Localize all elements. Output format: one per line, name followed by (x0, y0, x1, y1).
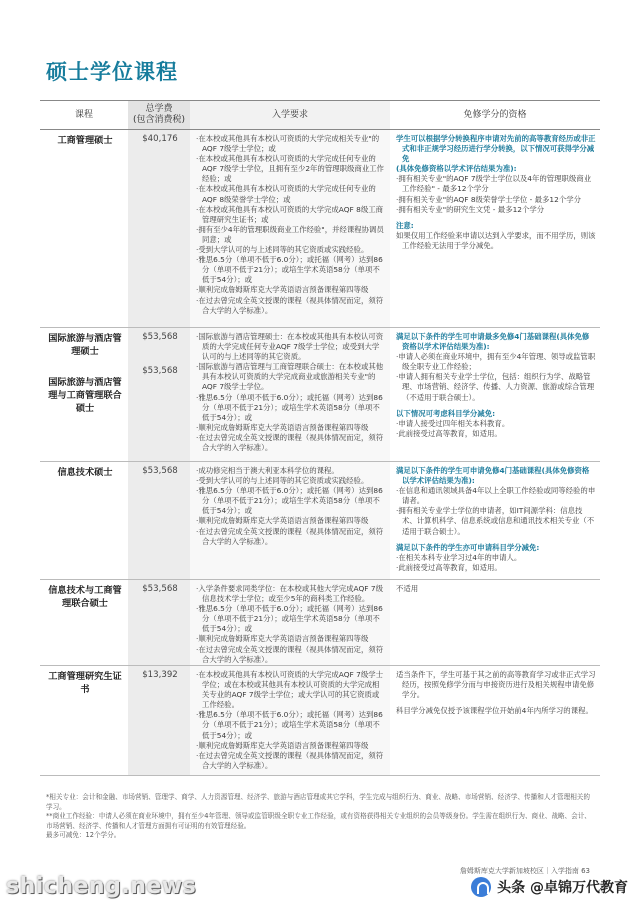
requirements-cell (190, 666, 390, 775)
exemption-heading: 注意: (396, 220, 414, 230)
course-name: 信息技术硕士 (57, 467, 113, 478)
fee-value: $53,568 (142, 332, 178, 342)
requirements-cell (190, 580, 390, 665)
footnotes (46, 793, 594, 841)
course-name-secondary: 国际旅游与酒店管理与工商管理联合硕士 (48, 377, 122, 414)
requirement-item: ·雅思6.5分（单项不低于6.0分）；或托福（网考）达到86分（单项不低于21分）；或培生学术英语58分（单项不低于54分）；或 (196, 486, 383, 516)
exemption-item: ·申请人必须在商业环境中，拥有至少4年管理、领导或监管职级全职专业工作经验； (396, 352, 596, 372)
requirement-item: ·在过去曾完成全英文授课的课程（视具体情况而定，须符合大学的入学标准）。 (196, 432, 384, 453)
header-fee: 总学费 (包含消费税) (128, 101, 190, 129)
exemptions-cell (390, 328, 600, 461)
table-row (40, 328, 600, 462)
requirement-item: ·在过去曾完成全英文授课的课程（视具体情况而定，须符合大学的入学标准）。 (196, 526, 384, 546)
exemptions-cell (390, 666, 600, 775)
exemptions-cell (390, 580, 600, 665)
header-exemptions: 免修学分的资格 (463, 109, 527, 120)
requirement-item: ·受到大学认可的与上述同等的其它资质或实践经验。 (196, 245, 369, 255)
page-title: 硕士学位课程 (46, 60, 178, 84)
requirement-item: ·在本校或其他具有本校认可资质的大学完成AQF 7级学士学位；或在本校或其他具有本校认可资质的大学完成相关专业的AQF 7级学士学位；或大学认可的其它资质或工作经验。 (196, 670, 383, 710)
header-course: 课程 (74, 109, 93, 120)
requirement-item: ·在过去曾完成全英文授课的课程（视具体情况而定，须符合大学的入学标准）。 (196, 295, 384, 315)
table-row (40, 130, 600, 328)
requirements-cell (190, 328, 390, 461)
fee-cell (128, 462, 190, 579)
table-row (40, 462, 600, 580)
requirement-item: ·顺利完成詹姆斯库克大学英语语言预备课程第四等级 (196, 740, 369, 750)
requirement-item: ·顺利完成詹姆斯库克大学英语语言预备课程第四等级 (196, 634, 369, 644)
exemption-item: ·申请人拥有相关专业学士学位，包括：组织行为学、战略管理、市场营销、经济学、传播、人力资源、旅游或综合管理（不适用于联合硕士）。 (396, 372, 595, 402)
exemption-item: 适当条件下，学生可基于其之前的高等教育学习或非正式学习经历，按照免修学分而与申接资历进行及相关规程申请免修学分。 (396, 670, 596, 700)
requirement-item: ·国际旅游与酒店管理与工商管理联合硕士：在本校或其他具有本校认可资质的大学完成商业或旅游相关专业"的AQF 7级学士学位。 (196, 362, 384, 392)
course-name: 工商管理研究生证书 (48, 671, 122, 695)
exemption-heading: 满足以下条件的学生可申请免修4门基础课程(具体免修资格以学术评估结果为准): (396, 466, 590, 486)
requirement-item: ·入学条件要求同类学位：在本校或其他大学完成AQF 7级信息技术学士学位；或至少5年的商科类工作经验。 (196, 584, 383, 604)
footnote-2: **商业工作经验：申请人必须在商业环境中，拥有至少4年管理、领导或监管职级全职专业工作经验，或有资格获得相关专业组织的会员等级身份。学生需在组织行为、商业、战略、会计、市场营销、经济学、传播和人才管理方面拥有可证明的有效管理经验。 (46, 812, 591, 830)
footnote-3: 最多可减免：12个学分。 (46, 831, 121, 840)
header-requirements: 入学要求 (190, 101, 390, 129)
page-footer: 詹姆斯库克大学新加坡校区｜入学指南 63 (459, 867, 590, 875)
exemption-heading: 以下情况可考虑科目学分减免: (396, 408, 496, 418)
requirement-item: ·在本校或其他具有本校认可资质的大学完成任何专业的AQF 8级荣誉学士学位；或 (196, 184, 376, 204)
requirement-item: ·顺利完成詹姆斯库克大学英语语言预备课程第四等级 (196, 422, 369, 432)
fee-cell (128, 130, 190, 327)
fee-cell (128, 328, 190, 461)
exemptions-cell (390, 462, 600, 579)
requirement-item: ·拥有至少4年的管理职级商业工作经验"，并经课程协调员同意；或 (196, 224, 384, 244)
exemption-heading: 学生可以根据学分转换程序申请对先前的高等教育经历或非正式和非正规学习经历进行学分转换，以下情况可获得学分减免 (396, 134, 596, 164)
exemption-item: 不适用 (396, 584, 419, 593)
requirements-cell (190, 462, 390, 579)
requirement-item: ·雅思6.5分（单项不低于6.0分）；或托福（网考）达到86分（单项不低于21分）；或培生学术英语58分（单项不低于54分）；或 (196, 255, 383, 285)
table-row (40, 580, 600, 666)
course-name: 工商管理硕士 (57, 135, 113, 146)
course-name-cell (40, 130, 128, 327)
requirement-item: ·成功修完相当于澳大利亚本科学位的课程。 (196, 466, 339, 475)
exemption-item: 如果仅用工作经验来申请以达到入学要求，而不用学历，则该工作经验无法用于学分减免。 (396, 230, 596, 250)
watermark-account-label: 头条 @卓锦万代教育 (497, 880, 628, 896)
fee-cell (128, 580, 190, 665)
requirement-item: ·在过去曾完成全英文授课的课程（视具体情况而定，须符合大学的入学标准）。 (196, 750, 384, 770)
watermark-site: shicheng.news (6, 874, 197, 899)
requirement-item: ·在本校或其他具有本校认可资质的大学完成任何专业的AQF 7级学士学位，且拥有至少2年的管理职级商业工作经验；或 (196, 154, 384, 184)
requirement-item: ·在本校或其他具有本校认可资质的大学完成相关专业"的AQF 7级学士学位；或 (196, 134, 380, 154)
course-name-cell (40, 580, 128, 665)
footnote-1: *相关专业：会计和金融、市场营销、管理学、商学、人力资源管理、经济学、旅游与酒店管理或其它学科，学生完成与组织行为、商业、战略、市场营销、经济学、传播和人才管理相关的学习。 (46, 793, 590, 811)
exemption-heading: 满足以下条件的学生可申请最多免修4门基础课程(具体免修资格以学术评估结果为准): (396, 332, 590, 352)
course-name-cell (40, 666, 128, 775)
watermark-account (471, 877, 628, 897)
fee-value: $13,392 (142, 670, 178, 680)
table-row (40, 666, 600, 776)
course-table (40, 100, 600, 776)
requirement-item: ·雅思6.5分（单项不低于6.0分）；或托福（网考）达到86分（单项不低于21分）；或培生学术英语58分（单项不低于54分）；或 (196, 392, 383, 422)
course-name-cell (40, 462, 128, 579)
exemption-item: 科目学分减免仅授予该课程学位开始前4年内所学习的课程。 (396, 706, 593, 716)
exemption-item: ·在相关本科专业学习过4年的申请人。 (396, 552, 522, 562)
toutiao-logo-icon (471, 877, 491, 897)
exemption-item: ·此前接受过高等教育，如适用。 (396, 562, 502, 572)
exemption-item: ·申请人接受过四年相关本科教育。 (396, 418, 510, 428)
exemption-item: ·拥有相关专业"的AQF 7级学士学位以及4年的管理职级商业工作经验" - 最多12个学分 (396, 174, 592, 194)
exemption-heading: (具体免修资格以学术评估结果为准): (396, 164, 517, 174)
fee-value-secondary: $53,568 (142, 366, 178, 377)
requirement-item: ·受到大学认可的与上述同等的其它资质或实践经验。 (196, 476, 369, 486)
exemptions-cell (390, 130, 600, 327)
table-header (40, 100, 600, 130)
exemption-item: ·拥有相关专业学士学位的申请者，如IT间源学科：信息技术、计算机科学、信息系统或信息和通讯技术相关专业（不适用于联合硕士）。 (396, 506, 595, 536)
fee-cell (128, 666, 190, 775)
fee-value: $53,568 (142, 466, 178, 476)
course-name: 国际旅游与酒店管理硕士 (48, 333, 122, 357)
requirement-item: ·雅思6.5分（单项不低于6.0分）；或托福（网考）达到86分（单项不低于21分）；或培生学术英语58分（单项不低于54分）；或 (196, 604, 383, 634)
exemption-item: ·拥有相关专业"的研究生文凭 - 最多12个学分 (396, 204, 545, 214)
requirement-item: ·雅思6.5分（单项不低于6.0分）；或托福（网考）达到86分（单项不低于21分）；或培生学术英语58分（单项不低于54分）；或 (196, 710, 383, 740)
requirement-item: ·在过去曾完成全英文授课的课程（视具体情况而定，须符合大学的入学标准）。 (196, 644, 384, 664)
requirement-item: ·国际旅游与酒店管理硕士：在本校或其他具有本校认可资质的大学完成任何专业AQF 7级学士学位；或受到大学认可的与上述同等的其它资质。 (196, 332, 384, 362)
course-name-cell (40, 328, 128, 461)
fee-value: $40,176 (142, 134, 178, 144)
fee-value: $53,568 (142, 584, 178, 594)
requirement-item: ·顺利完成詹姆斯库克大学英语语言预备课程第四等级 (196, 516, 369, 526)
exemption-heading: 满足以下条件的学生亦可申请科目学分减免: (396, 542, 540, 552)
exemption-item: ·在信息和通讯领域具备4年以上全职工作经验或同等经验的申请者。 (396, 486, 596, 506)
exemption-item: ·此前接受过高等教育，如适用。 (396, 428, 502, 438)
table-body (40, 130, 600, 776)
requirements-cell (190, 130, 390, 327)
exemption-item: ·拥有相关专业"的AQF 8级荣誉学士学位 - 最多12个学分 (396, 194, 581, 204)
requirement-item: ·顺利完成詹姆斯库克大学英语语言预备课程第四等级 (196, 285, 369, 295)
course-name: 信息技术与工商管理联合硕士 (48, 585, 122, 609)
requirement-item: ·在本校或其他具有本校认可资质的大学完成AQF 8级工商管理研究生证书；或 (196, 204, 383, 224)
